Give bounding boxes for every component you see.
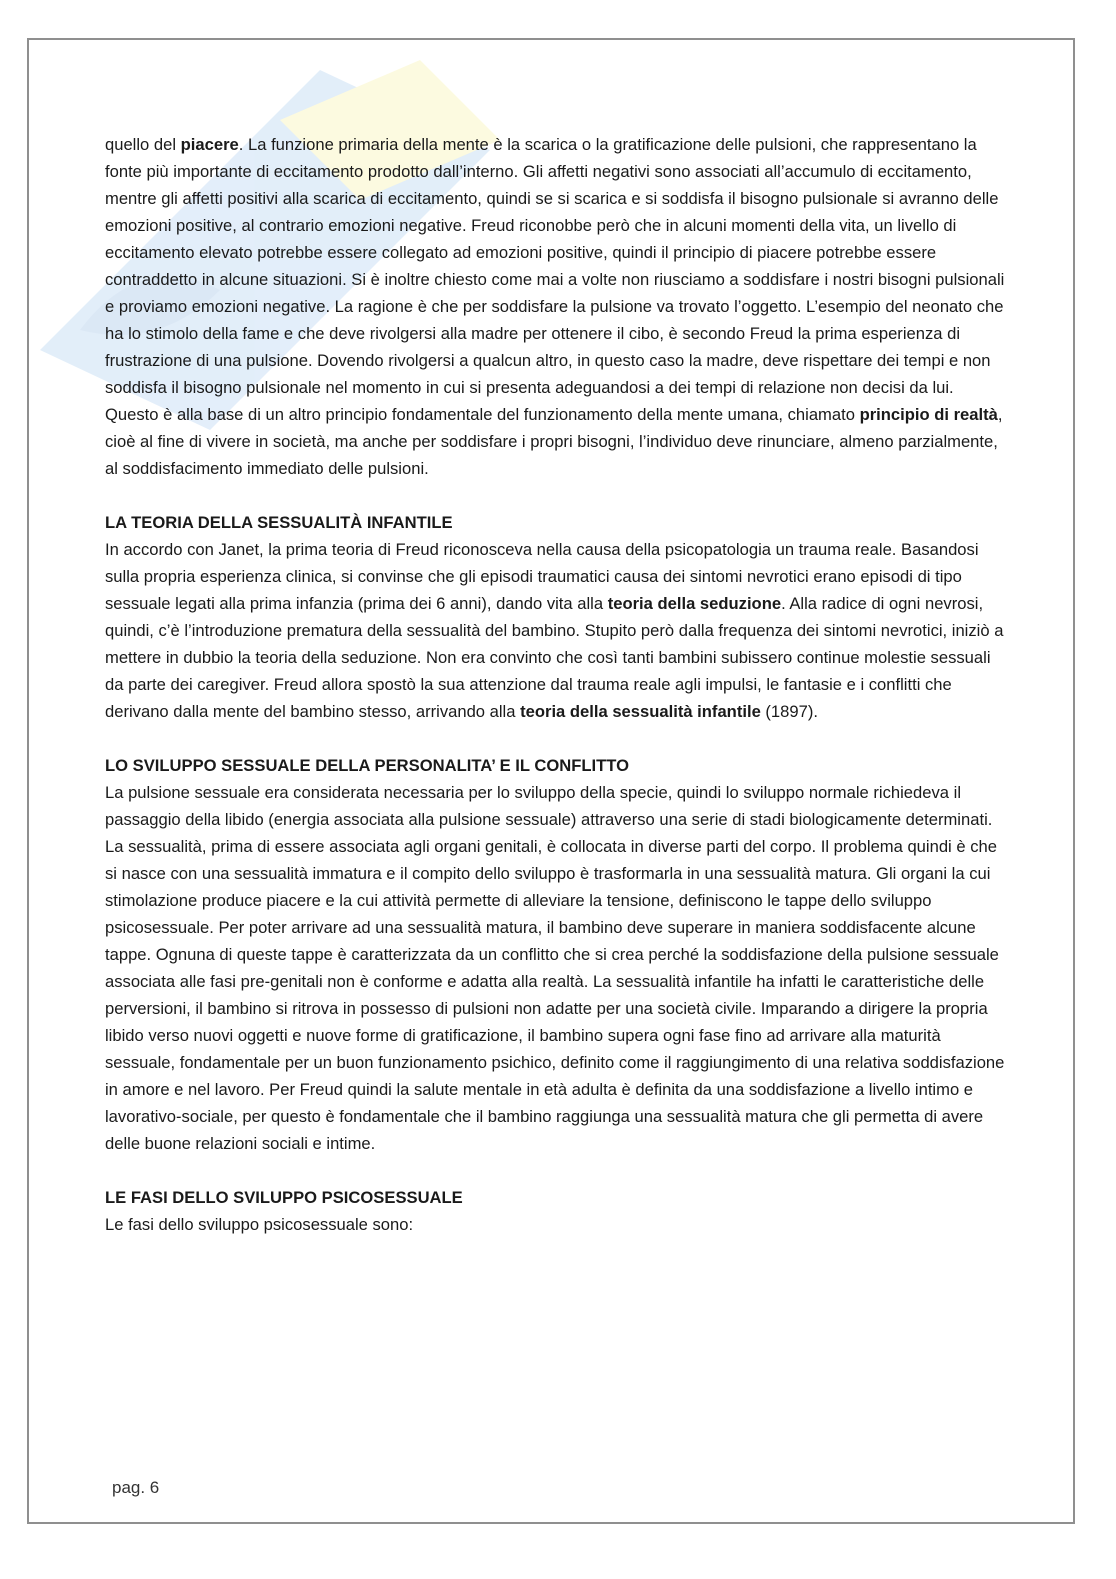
term-teoria-seduzione: teoria della seduzione bbox=[607, 594, 782, 613]
section-heading-fasi: LE FASI DELLO SVILUPPO PSICOSESSUALE bbox=[105, 1188, 463, 1207]
section-heading-sviluppo-sessuale: LO SVILUPPO SESSUALE DELLA PERSONALITA’ E IL CONFLITTO bbox=[105, 756, 629, 775]
term-teoria-sessualita-infantile: teoria della sessualità infantile bbox=[520, 702, 761, 721]
document-body bbox=[105, 131, 1005, 1238]
sessualita-infantile-paragraph: In accordo con Janet, la prima teoria di Freud riconosceva nella causa della psicopatologia un trauma reale. Basandosi sulla propria esperienza clinica, si convinse che gli episodi traumatici causa dei sintomi nevrotici erano episodi di tipo sessuale legati alla prima infanzia (prima dei 6 anni), dando vita alla teoria della seduzione. Alla radice di ogni nevrosi, quindi, c’è l’introduzione prematura della sessualità del bambino. Stupito però dalla frequenza dei sintomi nevrotici, iniziò a mettere in dubbio la teoria della seduzione. Non era convinto che così tanti bambini subissero continue molestie sessuali da parte dei caregiver. Freud allora spostò la sua attenzione dal trauma reale agli impulsi, le fantasie e i conflitti che derivano dalla mente del bambino stesso, arrivando alla teoria della sessualità infantile (1897). bbox=[105, 540, 1004, 721]
fasi-paragraph: Le fasi dello sviluppo psicosessuale sono: bbox=[105, 1215, 414, 1234]
sviluppo-sessuale-paragraph: La pulsione sessuale era considerata necessaria per lo sviluppo della specie, quindi lo sviluppo normale richiedeva il passaggio della libido (energia associata alla pulsione sessuale) attraverso una serie di stadi biologicamente determinati. La sessualità, prima di essere associata agli organi genitali, è collocata in diverse parti del corpo. Il problema quindi è che si nasce con una sessualità immatura e il compito dello sviluppo è trasformarla in una sessualità matura. Gli organi la cui stimolazione produce piacere e la cui attività permette di alleviare la tensione, definiscono le tappe dello sviluppo psicosessuale. Per poter arrivare ad una sessualità matura, il bambino deve superare in maniera soddisfacente alcune tappe. Ognuna di queste tappe è caratterizzata da un conflitto che si crea perché la soddisfazione della pulsione sessuale associata alle fasi pre-genitali non è conforme e adatta alla realtà. La sessualità infantile ha infatti le caratteristiche delle perversioni, il bambino si ritrova in possesso di pulsioni non adatte per una società civile. Imparando a dirigere la propria libido verso nuovi oggetti e nuove forme di gratificazione, il bambino supera ogni fase fino ad arrivare alla maturità sessuale, fondamentale per un buon funzionamento psichico, definito come il raggiungimento di una relativa soddisfazione in amore e nel lavoro. Per Freud quindi la salute mentale in età adulta è definita da una soddisfazione a livello intimo e lavorativo-sociale, per questo è fondamentale che il bambino raggiunga una sessualità matura che gli permetta di avere delle buone relazioni sociali e intime. bbox=[105, 783, 1005, 1153]
term-piacere: piacere bbox=[180, 135, 239, 154]
section-heading-sessualita-infantile: LA TEORIA DELLA SESSUALITÀ INFANTILE bbox=[105, 513, 453, 532]
page-number: pag. 6 bbox=[112, 1478, 160, 1497]
intro-paragraph: quello del piacere. La funzione primaria della mente è la scarica o la gratificazione delle pulsioni, che rappresentano la fonte più importante di eccitamento prodotto dall’interno. Gli affetti negativi sono associati all’accumulo di eccitamento, mentre gli affetti positivi alla scarica di eccitamento, quindi se si scarica e si soddisfa il bisogno pulsionale si avranno delle emozioni positive, al contrario emozioni negative. Freud riconobbe però che in alcuni momenti della vita, un livello di eccitamento elevato potrebbe essere collegato ad emozioni positive, quindi il principio di piacere potrebbe essere contraddetto in alcune situazioni. Si è inoltre chiesto come mai a volte non riusciamo a soddisfare i nostri bisogni pulsionali e proviamo emozioni negative. La ragione è che per soddisfare la pulsione va trovato l’oggetto. L’esempio del neonato che ha lo stimolo della fame e che deve rivolgersi alla madre per ottenere il cibo, è secondo Freud la prima esperienza di frustrazione di una pulsione. Dovendo rivolgersi a qualcun altro, in questo caso la madre, deve rispettare dei tempi e non soddisfa il bisogno pulsionale nel momento in cui si presenta adeguandosi a dei tempi di relazione non decisi da lui. Questo è alla base di un altro principio fondamentale del funzionamento della mente umana, chiamato principio di realtà, cioè al fine di vivere in società, ma anche per soddisfare i propri bisogni, l’individuo deve rinunciare, almeno parzialmente, al soddisfacimento immediato delle pulsioni. bbox=[105, 135, 1005, 478]
term-principio-di-realta: principio di realtà bbox=[859, 405, 998, 424]
